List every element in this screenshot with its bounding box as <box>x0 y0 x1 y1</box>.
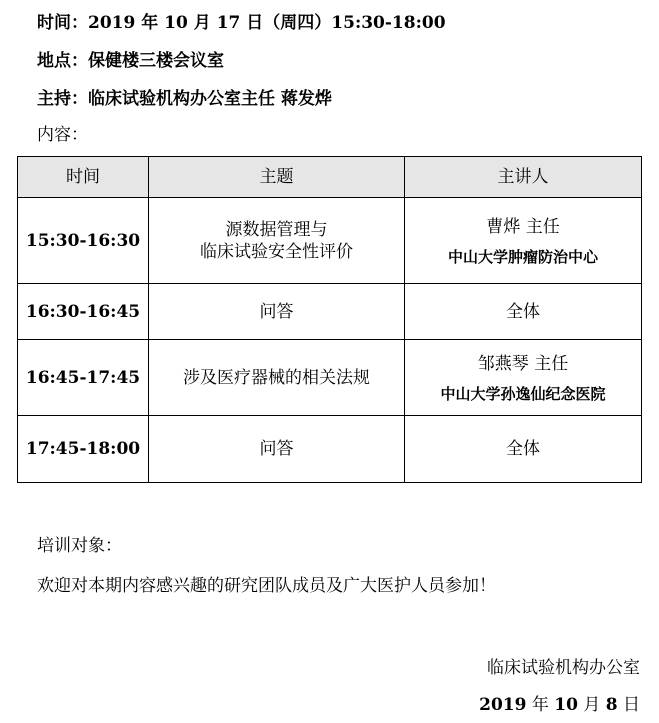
time-day-unit: 日 <box>240 13 264 33</box>
row-topic: 问答 <box>149 284 405 340</box>
topic-line: 源数据管理与 <box>225 219 328 240</box>
table-row <box>18 284 642 340</box>
host-label: 主持： <box>37 89 88 109</box>
table-row <box>18 340 642 416</box>
host-value: 临床试验机构办公室主任 蒋发烨 <box>88 89 332 109</box>
place-label: 地点： <box>37 51 88 71</box>
sign-month: 10 <box>554 695 578 715</box>
signature-date <box>479 694 640 716</box>
header-topic: 主题 <box>149 157 405 198</box>
speaker-org: 中山大学孙逸仙纪念医院 <box>440 384 606 403</box>
meeting-host-line <box>37 88 332 110</box>
sign-year: 2019 <box>479 695 527 715</box>
sign-year-unit: 年 <box>526 695 555 715</box>
meeting-time-line <box>37 12 446 34</box>
row-speaker <box>405 340 642 416</box>
row-time: 17:45-18:00 <box>18 416 149 483</box>
header-time: 时间 <box>18 157 149 198</box>
time-label: 时间： <box>37 13 88 33</box>
meeting-place-line <box>37 50 224 72</box>
row-topic <box>149 198 405 284</box>
place-value: 保健楼三楼会议室 <box>88 51 224 71</box>
row-time: 16:30-16:45 <box>18 284 149 340</box>
content-label: 内容： <box>37 125 88 145</box>
speaker-org: 中山大学肿瘤防治中心 <box>447 247 598 266</box>
table-header-row <box>18 157 642 198</box>
table-row <box>18 198 642 284</box>
training-target-label: 培训对象： <box>37 536 122 556</box>
row-speaker: 全体 <box>405 416 642 483</box>
topic-line: 临床试验安全性评价 <box>200 241 353 262</box>
sign-day: 8 <box>605 695 618 715</box>
time-month-unit: 月 <box>187 13 217 33</box>
header-speaker: 主讲人 <box>405 157 642 198</box>
signature-org: 临床试验机构办公室 <box>487 658 640 678</box>
time-year-unit: 年 <box>135 13 165 33</box>
row-topic: 涉及医疗器械的相关法规 <box>149 340 405 416</box>
time-day: 17 <box>216 13 241 33</box>
row-time: 16:45-17:45 <box>18 340 149 416</box>
row-topic: 问答 <box>149 416 405 483</box>
row-speaker: 全体 <box>405 284 642 340</box>
time-month: 10 <box>164 13 188 33</box>
welcome-text: 欢迎对本期内容感兴趣的研究团队成员及广大医护人员参加！ <box>37 576 496 596</box>
time-weekday: （周四） <box>263 13 332 33</box>
schedule-table <box>17 156 642 483</box>
row-time: 15:30-16:30 <box>18 198 149 284</box>
sign-month-unit: 月 <box>577 695 606 715</box>
time-year: 2019 <box>88 13 136 33</box>
speaker-name: 邹燕琴 主任 <box>477 353 569 374</box>
row-speaker <box>405 198 642 284</box>
speaker-name: 曹烨 主任 <box>486 216 560 237</box>
table-row <box>18 416 642 483</box>
sign-day-unit: 日 <box>617 695 640 715</box>
time-range: 15:30-18:00 <box>331 13 446 33</box>
